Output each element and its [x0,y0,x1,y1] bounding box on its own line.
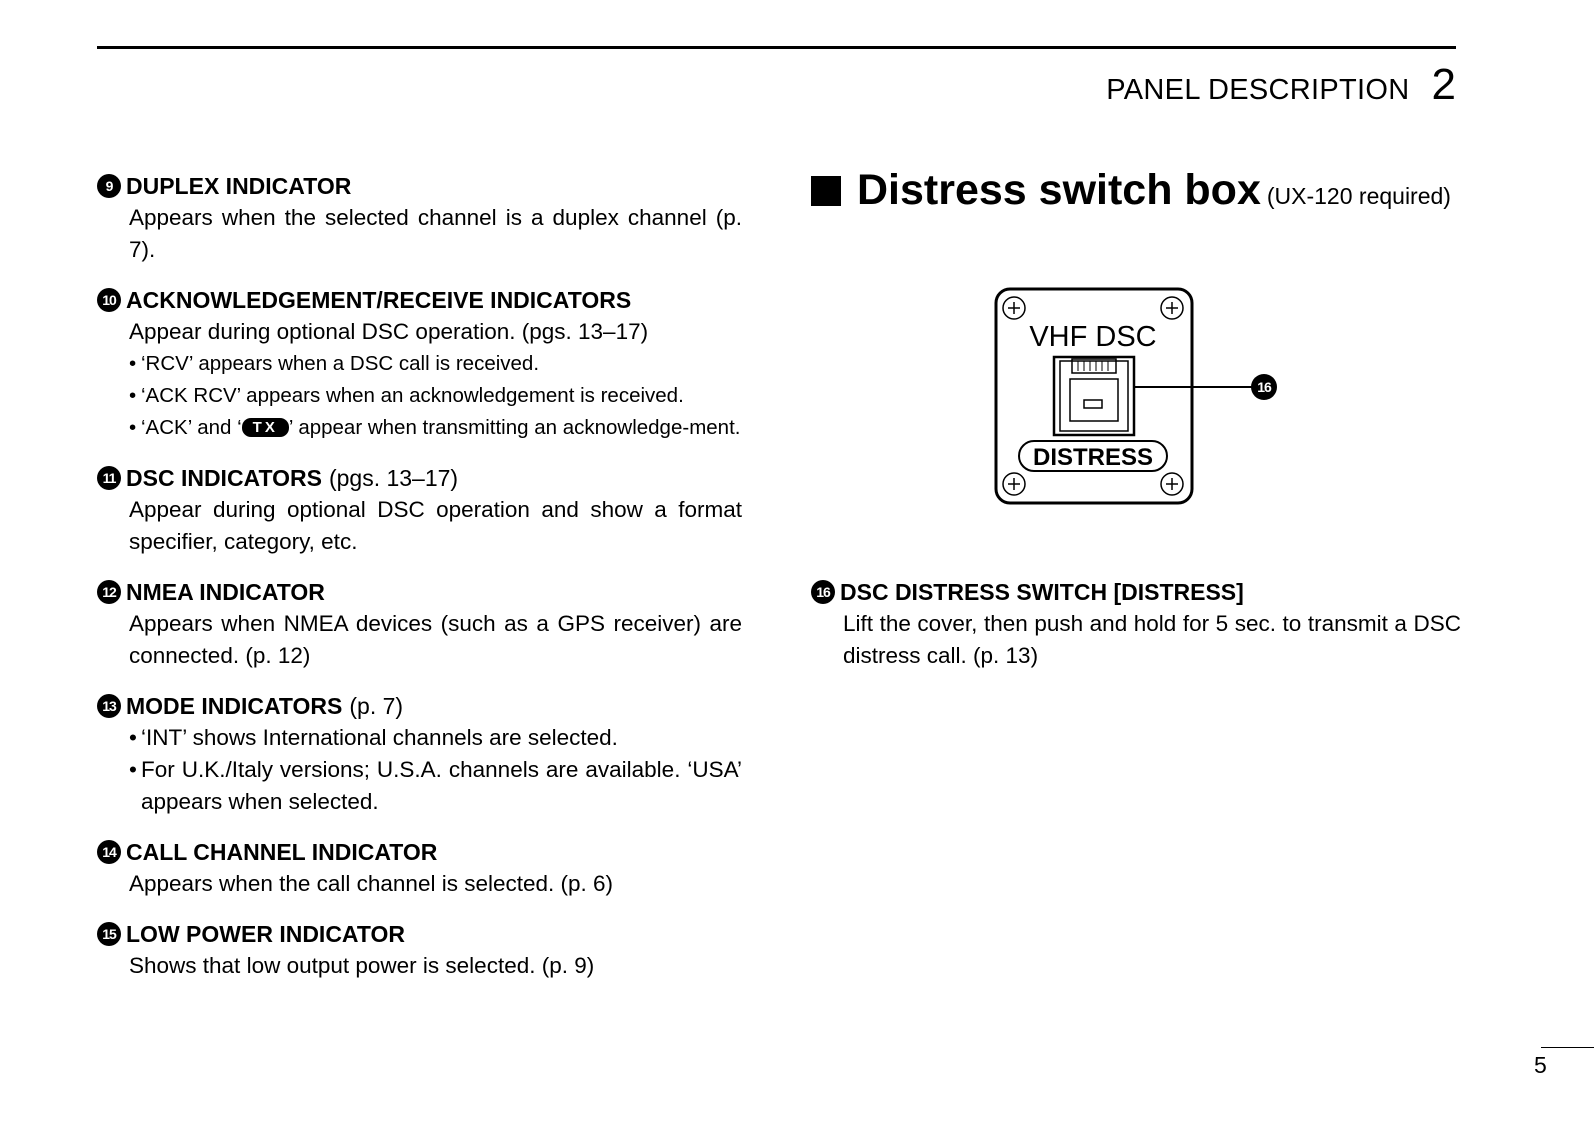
page-number-rule [1541,1047,1594,1048]
item-title: CALL CHANNEL INDICATOR [126,838,438,865]
item-body: Appears when the call channel is selected. (p. 6) [129,871,614,896]
item-dsc-indicators [97,462,742,558]
item-number-badge: 10 [97,288,121,312]
callout-number-badge: 16 [1251,374,1277,400]
left-column [97,170,742,1000]
item-call-channel-indicator [97,836,742,900]
item-body: Appears when the selected channel is a duplex channel (p. 7). [129,205,742,262]
square-bullet-icon [811,176,841,206]
item-mode-indicators [97,690,742,818]
header-rule [97,46,1456,49]
device-label-vhf-dsc: VHF DSC [1029,321,1157,353]
item-body: Appear during optional DSC operation and show a format specifier, category, etc. [129,497,742,554]
bullet-item: • ‘INT’ shows International channels are selected. [129,725,618,750]
section-heading-text: Distress switch box [857,166,1261,214]
item-number-badge: 9 [97,174,121,198]
item-title: DSC DISTRESS SWITCH [DISTRESS] [840,578,1244,605]
distress-section-heading [811,166,1461,215]
item-dsc-distress-switch [811,576,1461,672]
item-title: ACKNOWLEDGEMENT/RECEIVE INDICATORS [126,286,632,313]
page-number: 5 [1534,1052,1547,1078]
item-number-badge: 13 [97,694,121,718]
bullet-item: • ‘RCV’ appears when a DSC call is received. [129,352,540,375]
tx-badge: TX [242,418,289,437]
item-ack-receive-indicators [97,284,742,444]
item-body: Shows that low output power is selected. (p. 9) [129,953,595,978]
item-subtitle: (pgs. 13–17) [328,464,459,491]
bullet-item: • ‘ACK’ and ‘ TX ’ appear when transmitting an acknowledge-ment. [129,416,741,439]
item-subtitle: (p. 7) [349,692,404,719]
item-nmea-indicator [97,576,742,672]
item-title: LOW POWER INDICATOR [126,920,405,947]
item-number-badge: 15 [97,922,121,946]
item-title: NMEA INDICATOR [126,578,325,605]
device-label-distress: DISTRESS [1018,440,1168,472]
item-title: MODE INDICATORS [126,692,343,719]
item-body: Appear during optional DSC operation. (pgs. 13–17) [129,319,649,344]
item-title: DSC INDICATORS [126,464,322,491]
item-body: Lift the cover, then push and hold for 5 sec. to transmit a DSC distress call. (p. 13) [843,611,1461,668]
item-title: DUPLEX INDICATOR [126,172,352,199]
page-header [1106,60,1456,110]
item-body: Appears when NMEA devices (such as a GPS receiver) are connected. (p. 12) [129,611,742,668]
item-duplex-indicator [97,170,742,266]
section-title: PANEL DESCRIPTION [1106,74,1410,106]
item-number-badge: 14 [97,840,121,864]
right-column [811,166,1461,215]
bullet-item: • ‘ACK RCV’ appears when an acknowledgement is received. [129,384,684,407]
callout-leader-line [1133,386,1258,388]
item-number-badge: 16 [811,580,835,604]
item-number-badge: 12 [97,580,121,604]
chapter-number: 2 [1431,60,1456,109]
item-low-power-indicator [97,918,742,982]
item-number-badge: 11 [97,466,121,490]
bullet-item: • For U.K./Italy versions; U.S.A. channels are available. ‘USA’ appears when selected. [129,757,742,814]
section-heading-note: (UX-120 required) [1266,183,1451,209]
